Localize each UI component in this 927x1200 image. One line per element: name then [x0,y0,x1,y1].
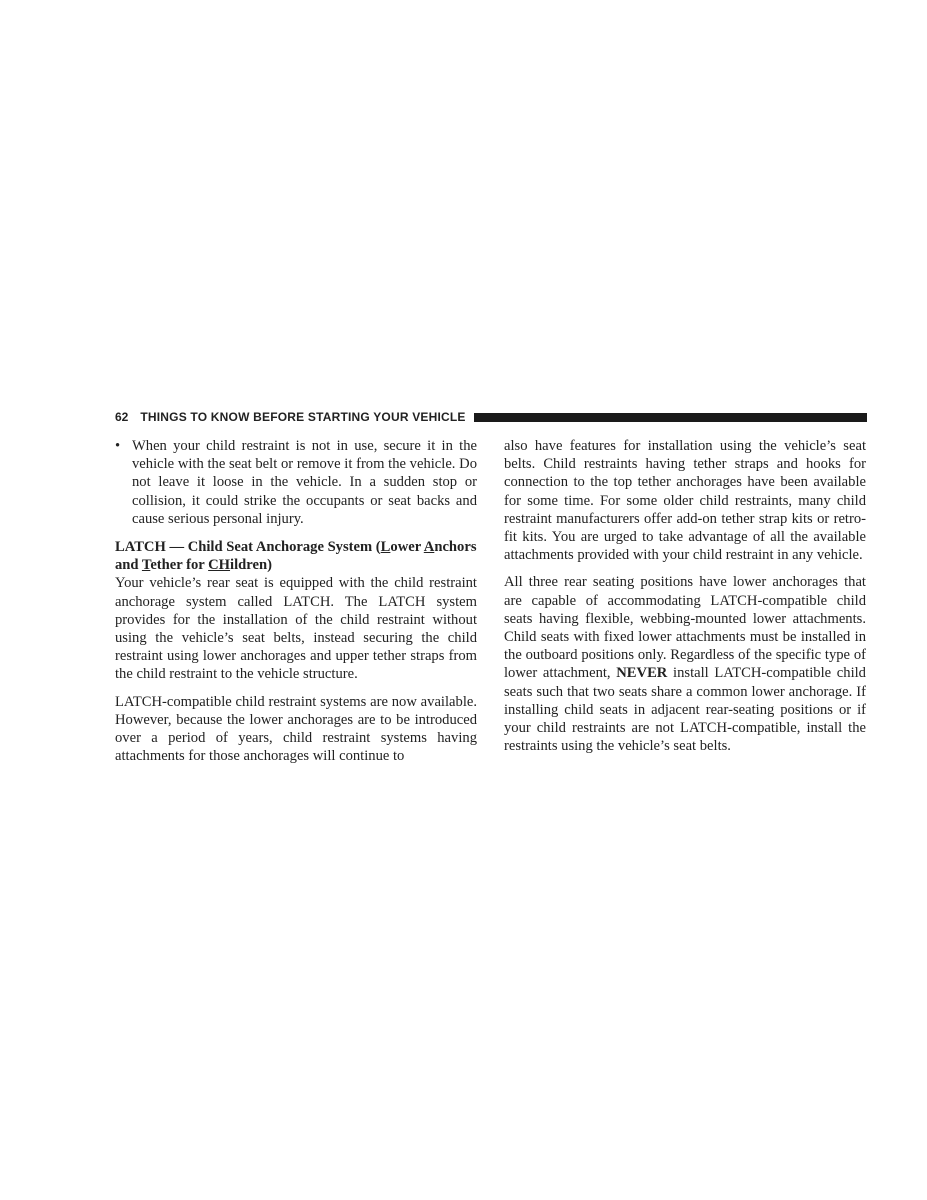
subheading-part: nchors and [115,539,477,574]
subheading-part: ower [390,539,424,556]
never-emphasis: NEVER [616,665,668,682]
subheading-underlined-letter: A [423,539,435,556]
body-paragraph: Your vehicle’s rear seat is equipped with the child restraint anchorage system called LATCH. The LATCH system provides for the installation of the child restraint without using the vehicle’s seat belts, instead securing the child restraint using lower anchorages and upper tether straps from the child restraint to the vehicle structure. [115,575,477,683]
bullet-icon: • [115,438,121,454]
subheading-part: ildren) [230,557,272,574]
subheading-underlined-letter: L [380,539,391,556]
left-column [115,437,477,774]
subheading-underlined-letter: T [141,557,151,574]
right-column [504,437,866,764]
bullet-text: When your child restraint is not in use, secure it in the vehicle with the seat belt or remove it from the vehicle. Do not leave it loose in the vehicle. In a sudden stop or collision, it could strike the occupants or seat backs and cause serious personal injury. [132,438,477,527]
subheading-part: LATCH — Child Seat Anchorage System ( [115,539,381,556]
paragraph-text: install LATCH-compatible child seats such that two seats share a common lower anchorage. If installing child seats in adjacent rear-seating positions or if your child restraints are not LATCH-compatible, install the restraints using the vehicle’s seat belts. [504,665,866,755]
page-header [115,406,867,428]
bullet-item [115,437,477,528]
header-rule [474,413,867,422]
body-paragraph: also have features for installation using the vehicle’s seat belts. Child restraints having tether straps and hooks for connection to the top tether anchorages have been available for some time. For some older child restraints, many child restraint manufacturers offer add-on tether strap kits or retro-fit kits. You are urged to take advantage of all the available attachments provided with your child restraint in any vehicle. [504,438,866,564]
page-number: 62 [115,410,129,424]
body-paragraph [504,573,866,755]
paragraph-text: All three rear seating positions have lower anchorages that are capable of accommodating LATCH-compatible child seats having flexible, webbing-mounted lower attachments. Child seats with fixed lower attachments must be installed in the outboard positions only. Regardless of the specific type of lower attachment, [504,574,866,682]
latch-subheading [115,538,477,574]
section-title: THINGS TO KNOW BEFORE STARTING YOUR VEHICLE [140,410,466,424]
subheading-part: ether for [150,557,209,574]
subheading-underlined-letter: CH [208,557,231,574]
body-paragraph: LATCH-compatible child restraint systems are now available. However, because the lower anchorages are to be introduced over a period of years, child restraint systems having attachments for those anchorages will continue to [115,693,477,765]
